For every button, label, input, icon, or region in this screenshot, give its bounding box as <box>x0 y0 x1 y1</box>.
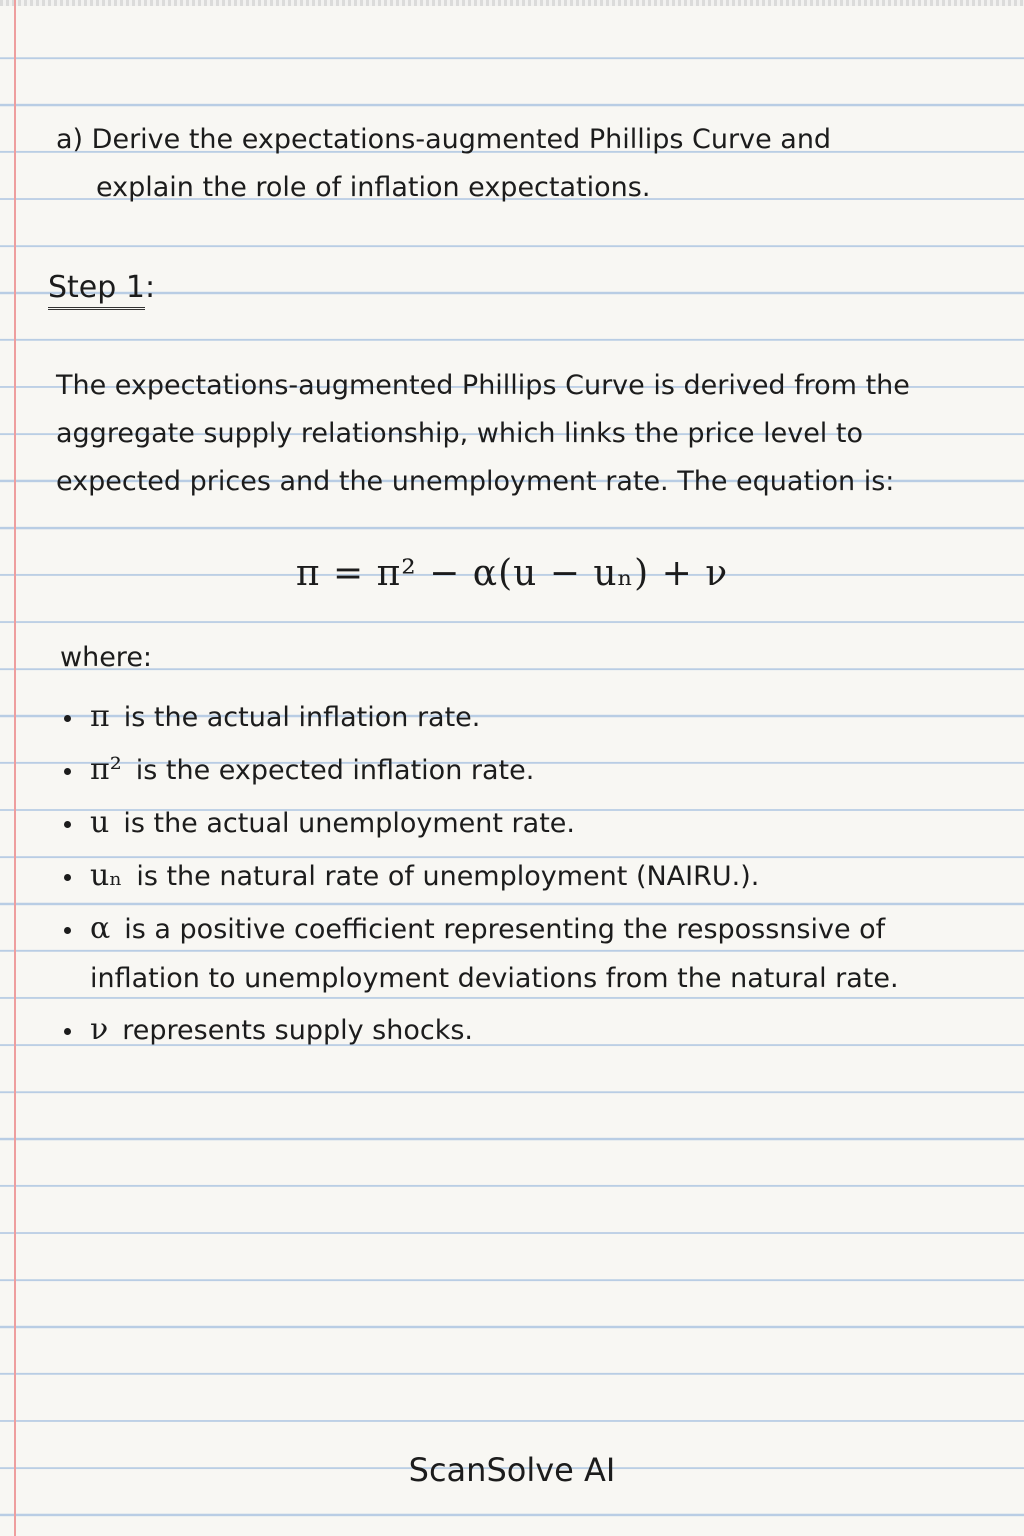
paragraph-line-2: aggregate supply relationship, which links the price level to <box>56 418 863 449</box>
paragraph-line-3: expected prices and the unemployment rate. The equation is: <box>56 466 895 497</box>
phillips-curve-equation: π = π² − α(u − uₙ) + ν <box>295 553 729 594</box>
perforated-top-edge <box>0 0 1024 6</box>
question-line-1: a) Derive the expectations-augmented Phillips Curve and <box>56 124 832 155</box>
definition-symbol: π <box>90 699 110 734</box>
step-heading-colon: : <box>144 270 156 305</box>
step-heading <box>48 264 155 312</box>
definition-symbol: ν <box>90 1012 109 1047</box>
definition-item <box>60 692 899 743</box>
definition-item <box>60 904 899 1003</box>
definition-list <box>60 692 899 1058</box>
definition-item <box>60 1005 899 1056</box>
step-heading-text: Step 1 <box>48 270 145 310</box>
definition-symbol: π² <box>90 752 122 787</box>
watermark-footer: ScanSolve AI <box>408 1451 616 1489</box>
definition-text: is the natural rate of unemployment (NAIRU.). <box>136 861 760 892</box>
definition-text-continued: inflation to unemployment deviations from the natural rate. <box>90 963 899 994</box>
paragraph-line-1: The expectations-augmented Phillips Curve is derived from the <box>56 370 910 401</box>
question-line-2: explain the role of inflation expectations. <box>96 172 651 203</box>
definition-item <box>60 745 899 796</box>
definition-item <box>60 851 899 902</box>
definition-text: is a positive coefficient representing the respossnsive of <box>124 914 886 945</box>
definition-symbol: u <box>90 805 110 840</box>
definition-symbol: uₙ <box>90 858 123 893</box>
definition-text: is the expected inflation rate. <box>135 755 535 786</box>
red-margin-line <box>14 0 16 1536</box>
definition-text: is the actual unemployment rate. <box>123 808 575 839</box>
definition-text: represents supply shocks. <box>122 1015 473 1046</box>
definition-symbol: α <box>90 911 111 946</box>
definition-text: is the actual inflation rate. <box>123 702 481 733</box>
where-label: where: <box>60 642 153 673</box>
definition-item <box>60 798 899 849</box>
